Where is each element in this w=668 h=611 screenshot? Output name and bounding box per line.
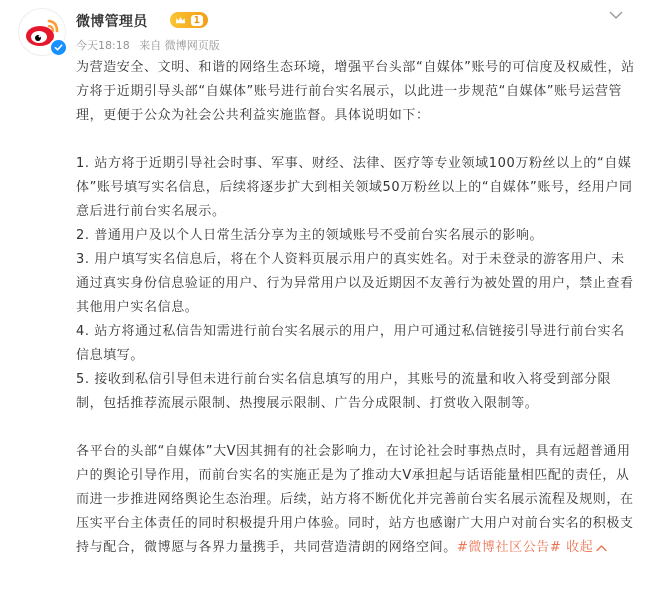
- post-content: [76, 56, 636, 560]
- username[interactable]: 微博管理员: [76, 14, 148, 30]
- list-item: 1. 站方将于近期引导社会时事、军事、财经、法律、医疗等专业领域100万粉丝以上的“自媒体”账号填写实名信息，后续将逐步扩大到相关领域50万粉丝以上的“自媒体”账号，经用户同意后进行前台实名展示。: [76, 156, 633, 219]
- collapse-label: 收起: [566, 540, 594, 555]
- list-item: 5. 接收到私信引导但未进行前台实名信息填写的用户，其账号的流量和收入将受到部分限制，包括推荐流展示限制、热搜展示限制、广告分成限制、打赏收入限制等。: [76, 372, 612, 411]
- vip-badge[interactable]: [170, 12, 208, 28]
- hashtag-link[interactable]: #微博社区公告#: [456, 540, 562, 555]
- list-item: 3. 用户填写实名信息后，将在个人资料页展示用户的真实姓名。对于未登录的游客用户、未通过真实身份信息验证的用户、行为异常用户以及近期因不友善行为被处置的用户，禁止查看其他用户实名信息。: [76, 252, 634, 315]
- list-item: 4. 站方将通过私信告知需进行前台实名展示的用户，用户可通过私信链接引导进行前台实名信息填写。: [76, 324, 625, 363]
- closing-text: 各平台的头部“自媒体”大V因其拥有的社会影响力，在讨论社会时事热点时，具有远超普通用户的舆论引导作用，而前台实名的实施正是为了推动大V承担起与话语能量相匹配的责任，从而进一步推进网络舆论生态治理。后续，站方将不断优化并完善前台实名展示流程及规则，在压实平台主体责任的同时积极提升用户体验。同时，站方也感谢广大用户对前台实名的积极支持与配合，微博愿与各界力量携手，共同营造清朗的网络空间。: [76, 444, 634, 555]
- vip-level: 1: [191, 15, 203, 26]
- post-source: 来自 微博网页版: [139, 39, 220, 52]
- post-time[interactable]: 今天18:18: [76, 39, 130, 52]
- chevron-up-icon: [596, 544, 607, 552]
- avatar[interactable]: [18, 8, 66, 56]
- closing-paragraph: [76, 440, 636, 560]
- collapse-button[interactable]: [566, 540, 607, 555]
- post-menu-button[interactable]: [604, 6, 628, 24]
- post-meta: [76, 37, 226, 53]
- verified-check-icon: [49, 38, 68, 57]
- list-item: 2. 普通用户及以个人日常生活分享为主的领域账号不受前台实名展示的影响。: [76, 228, 544, 243]
- intro-paragraph: 为营造安全、文明、和谐的网络生态环境，增强平台头部“自媒体”账号的可信度及权威性，站方将于近期引导头部“自媒体”账号进行前台实名展示，以此进一步规范“自媒体”账号运营管理，更便于公众为社会公共利益实施监督。具体说明如下：: [76, 60, 635, 123]
- crown-icon: [175, 15, 186, 26]
- chevron-down-icon: [609, 11, 623, 20]
